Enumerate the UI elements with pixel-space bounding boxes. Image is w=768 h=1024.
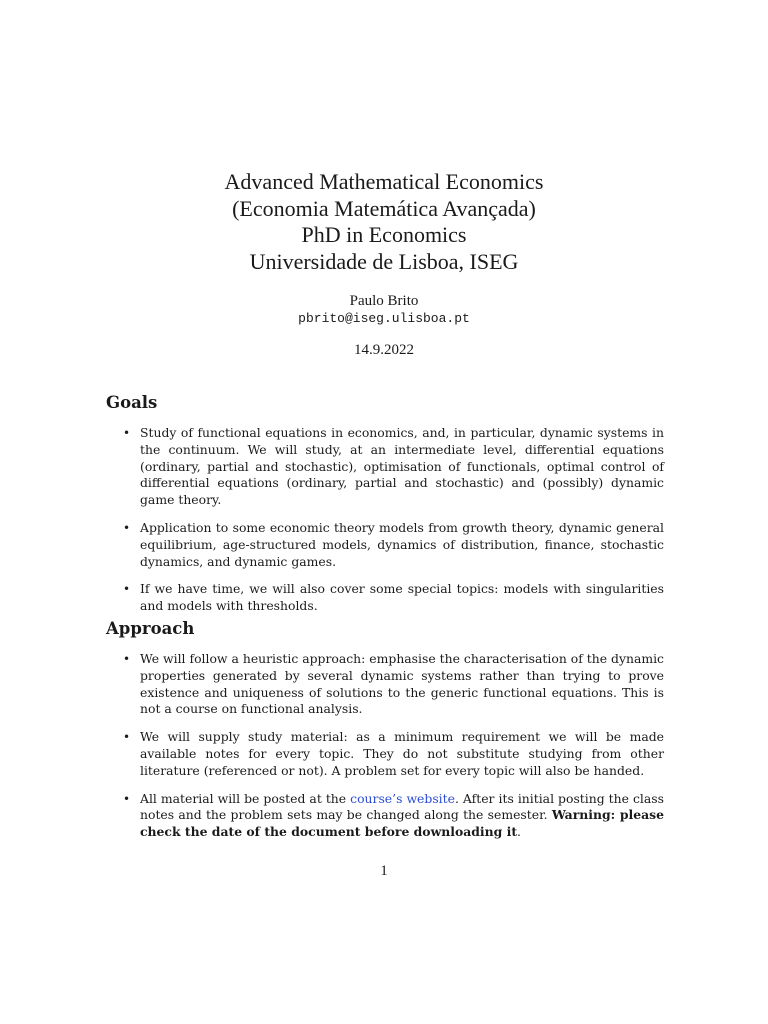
approach-item-study-material — [122, 729, 664, 779]
goals-list — [122, 425, 664, 626]
title-line-program: PhD in Economics — [301, 222, 467, 247]
bullet-icon: • — [123, 426, 131, 440]
document-title — [0, 169, 768, 275]
material-text-before-link: All material will be posted at the — [140, 790, 351, 806]
approach-item-text: We will supply study material: as a minimum requirement we will be made available notes for every topic. They do not substitute studying from other literature (referenced or not). A problem set for every topic will also be handed. — [140, 729, 664, 778]
author-name: Paulo Brito — [349, 293, 419, 309]
title-line-university: Universidade de Lisboa, ISEG — [249, 248, 519, 274]
goals-item-applications — [122, 520, 664, 570]
approach-item-text: We will follow a heuristic approach: emphasise the characterisation of the dynamic properties generated by several dynamic systems rather than trying to prove existence and uniqueness of solutions to the generic functional equations. This is not a course on functional analysis. — [140, 651, 664, 717]
goals-item-text: Study of functional equations in economics, and, in particular, dynamic systems in the continuum. We will study, at an intermediate level, differential equations (ordinary, partial and stochastic), optimisation of functionals, optimal control of differential equations (ordinary, partial and stochastic) and (possibly) dynamic game theory. — [140, 425, 664, 508]
approach-item-course-material — [122, 791, 664, 841]
bullet-icon: • — [123, 730, 131, 745]
download-warning: Warning: please check the date of the document before downloading it — [140, 807, 664, 840]
bullet-icon: • — [123, 520, 131, 535]
approach-item-heuristic — [122, 651, 664, 718]
course-website-link[interactable]: course’s website — [350, 790, 455, 806]
material-text-end: . — [517, 824, 521, 840]
goals-item-text: If we have time, we will also cover some special topics: models with singularities and models with thresholds. — [140, 581, 664, 614]
bullet-icon: • — [123, 791, 131, 806]
document-date: 14.9.2022 — [354, 342, 414, 358]
approach-list — [122, 651, 664, 852]
goals-item-functional-equations — [122, 425, 664, 509]
material-text-after-link: . After its initial posting the class notes and the problem sets may be changed along the semester. — [140, 790, 665, 823]
bullet-icon: • — [123, 582, 131, 597]
title-line-course: Advanced Mathematical Economics — [224, 169, 544, 194]
goals-heading: Goals — [106, 393, 158, 412]
approach-heading: Approach — [106, 619, 195, 638]
page-number: 1 — [380, 863, 388, 879]
goals-item-text: Application to some economic theory models from growth theory, dynamic general equilibrium, age-structured models, dynamics of distribution, finance, stochastic dynamics, and dynamic games. — [140, 519, 664, 569]
bullet-icon: • — [123, 652, 131, 666]
author-email: pbrito@iseg.ulisboa.pt — [298, 311, 470, 326]
title-line-portuguese: (Economia Matemática Avançada) — [232, 195, 536, 221]
goals-item-special-topics — [122, 581, 664, 615]
